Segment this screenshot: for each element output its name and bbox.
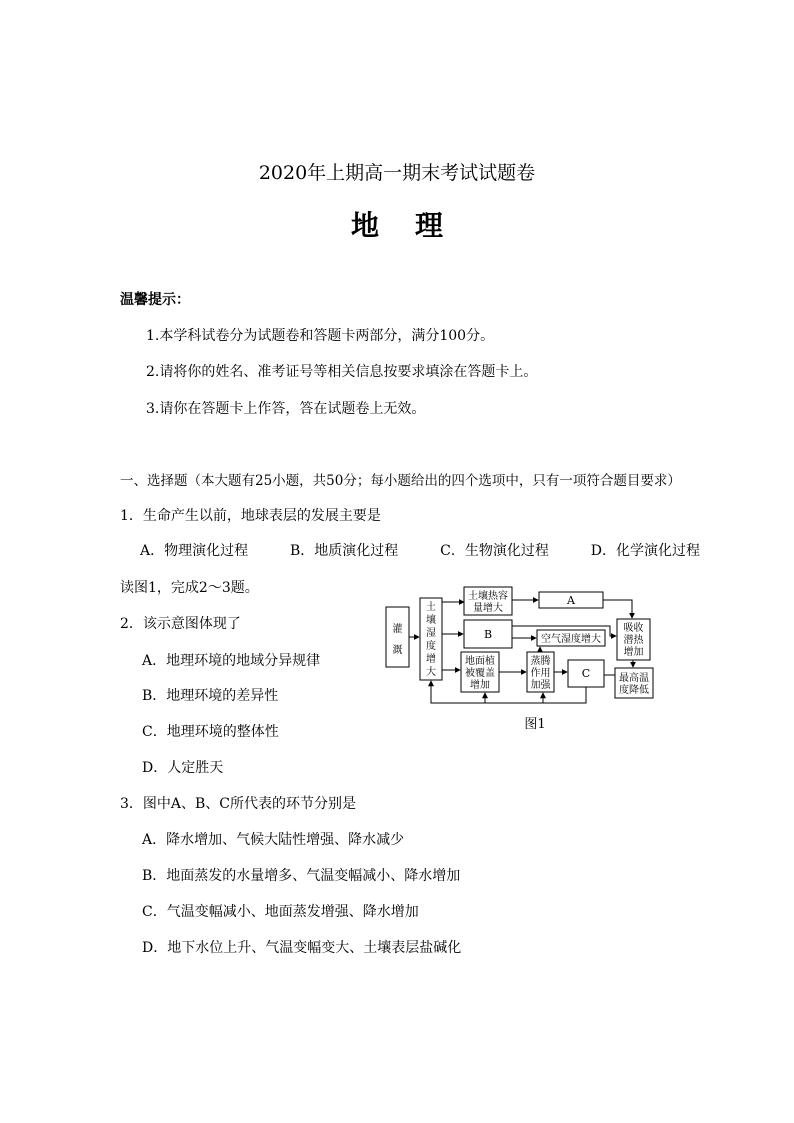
max-temp-line: 度降低 — [619, 685, 649, 696]
section-heading: 一、选择题（本大题有25小题，共50分；每小题给出的四个选项中，只有一项符合题目要求） — [120, 473, 681, 489]
figure-caption: 图1 — [524, 717, 546, 732]
option: B．地质演化过程 — [290, 543, 399, 559]
soil-moisture-char: 土 — [426, 602, 436, 613]
air-humidity-label: 空气湿度增大 — [541, 634, 601, 645]
option: C．气温变幅减小、地面蒸发增强、降水增加 — [142, 904, 419, 920]
label-b: B — [483, 628, 493, 641]
tip-item: 3.请你在答题卡上作答，答在试题卷上无效。 — [146, 401, 426, 417]
label-a: A — [567, 594, 575, 607]
option: D．人定胜天 — [142, 760, 224, 776]
transpiration-line: 作用 — [530, 668, 551, 679]
transpiration-line: 蒸腾 — [530, 656, 551, 667]
option: B．地面蒸发的水量增多、气温变幅减小、降水增加 — [142, 868, 461, 884]
question-1-stem: 1．生命产生以前，地球表层的发展主要是 — [120, 508, 381, 524]
irrigation-char: 溉 — [392, 645, 403, 656]
question-2-stem: 2．该示意图体现了 — [120, 616, 241, 632]
soil-moisture-char: 湿 — [426, 628, 436, 639]
vegetation-line: 增加 — [470, 680, 490, 691]
vegetation-line: 地面植 — [465, 656, 495, 667]
reading-instruction: 读图1，完成2～3题。 — [120, 580, 259, 596]
soil-heat-line: 土壤热容 — [468, 591, 508, 602]
max-temp-line: 最高温 — [619, 673, 649, 684]
option: D．化学演化过程 — [590, 543, 700, 559]
soil-moisture-char: 大 — [426, 667, 436, 678]
exam-title: 2020年上期高一期末考试试题卷 — [258, 162, 536, 184]
irrigation-char: 灌 — [392, 624, 403, 635]
soil-moisture-char: 增 — [426, 654, 436, 665]
subject-title: 地理 — [350, 209, 479, 242]
soil-heat-line: 量增大 — [473, 603, 503, 614]
soil-moisture-char: 壤 — [426, 615, 436, 626]
tip-item: 1.本学科试卷分为试题卷和答题卡两部分，满分100分。 — [146, 328, 495, 344]
latent-heat-line: 增加 — [623, 647, 644, 658]
question-1-options — [140, 540, 700, 560]
tip-item: 2.请将你的姓名、准考证号等相关信息按要求填涂在答题卡上。 — [146, 364, 538, 380]
latent-heat-line: 潜热 — [623, 635, 644, 646]
option: C．生物演化过程 — [440, 543, 549, 559]
tips-heading: 温馨提示： — [120, 292, 190, 308]
option: D．地下水位上升、气温变幅变大、土壤表层盐碱化 — [142, 940, 462, 956]
label-c: C — [581, 667, 591, 680]
option: A．物理演化过程 — [140, 543, 249, 559]
vegetation-line: 被覆盖 — [465, 668, 495, 679]
transpiration-line: 加强 — [530, 680, 551, 691]
option: C．地理环境的整体性 — [142, 724, 279, 740]
option: A．地理环境的地域分异规律 — [142, 653, 321, 669]
latent-heat-line: 吸收 — [623, 623, 644, 634]
soil-moisture-char: 度 — [426, 641, 436, 652]
option: A．降水增加、气候大陆性增强、降水减少 — [142, 832, 405, 848]
option: B．地理环境的差异性 — [142, 688, 279, 704]
box-irrigation — [386, 607, 409, 667]
question-3-stem: 3．图中A、B、C所代表的环节分别是 — [120, 796, 357, 812]
figure-1-diagram — [382, 582, 672, 742]
